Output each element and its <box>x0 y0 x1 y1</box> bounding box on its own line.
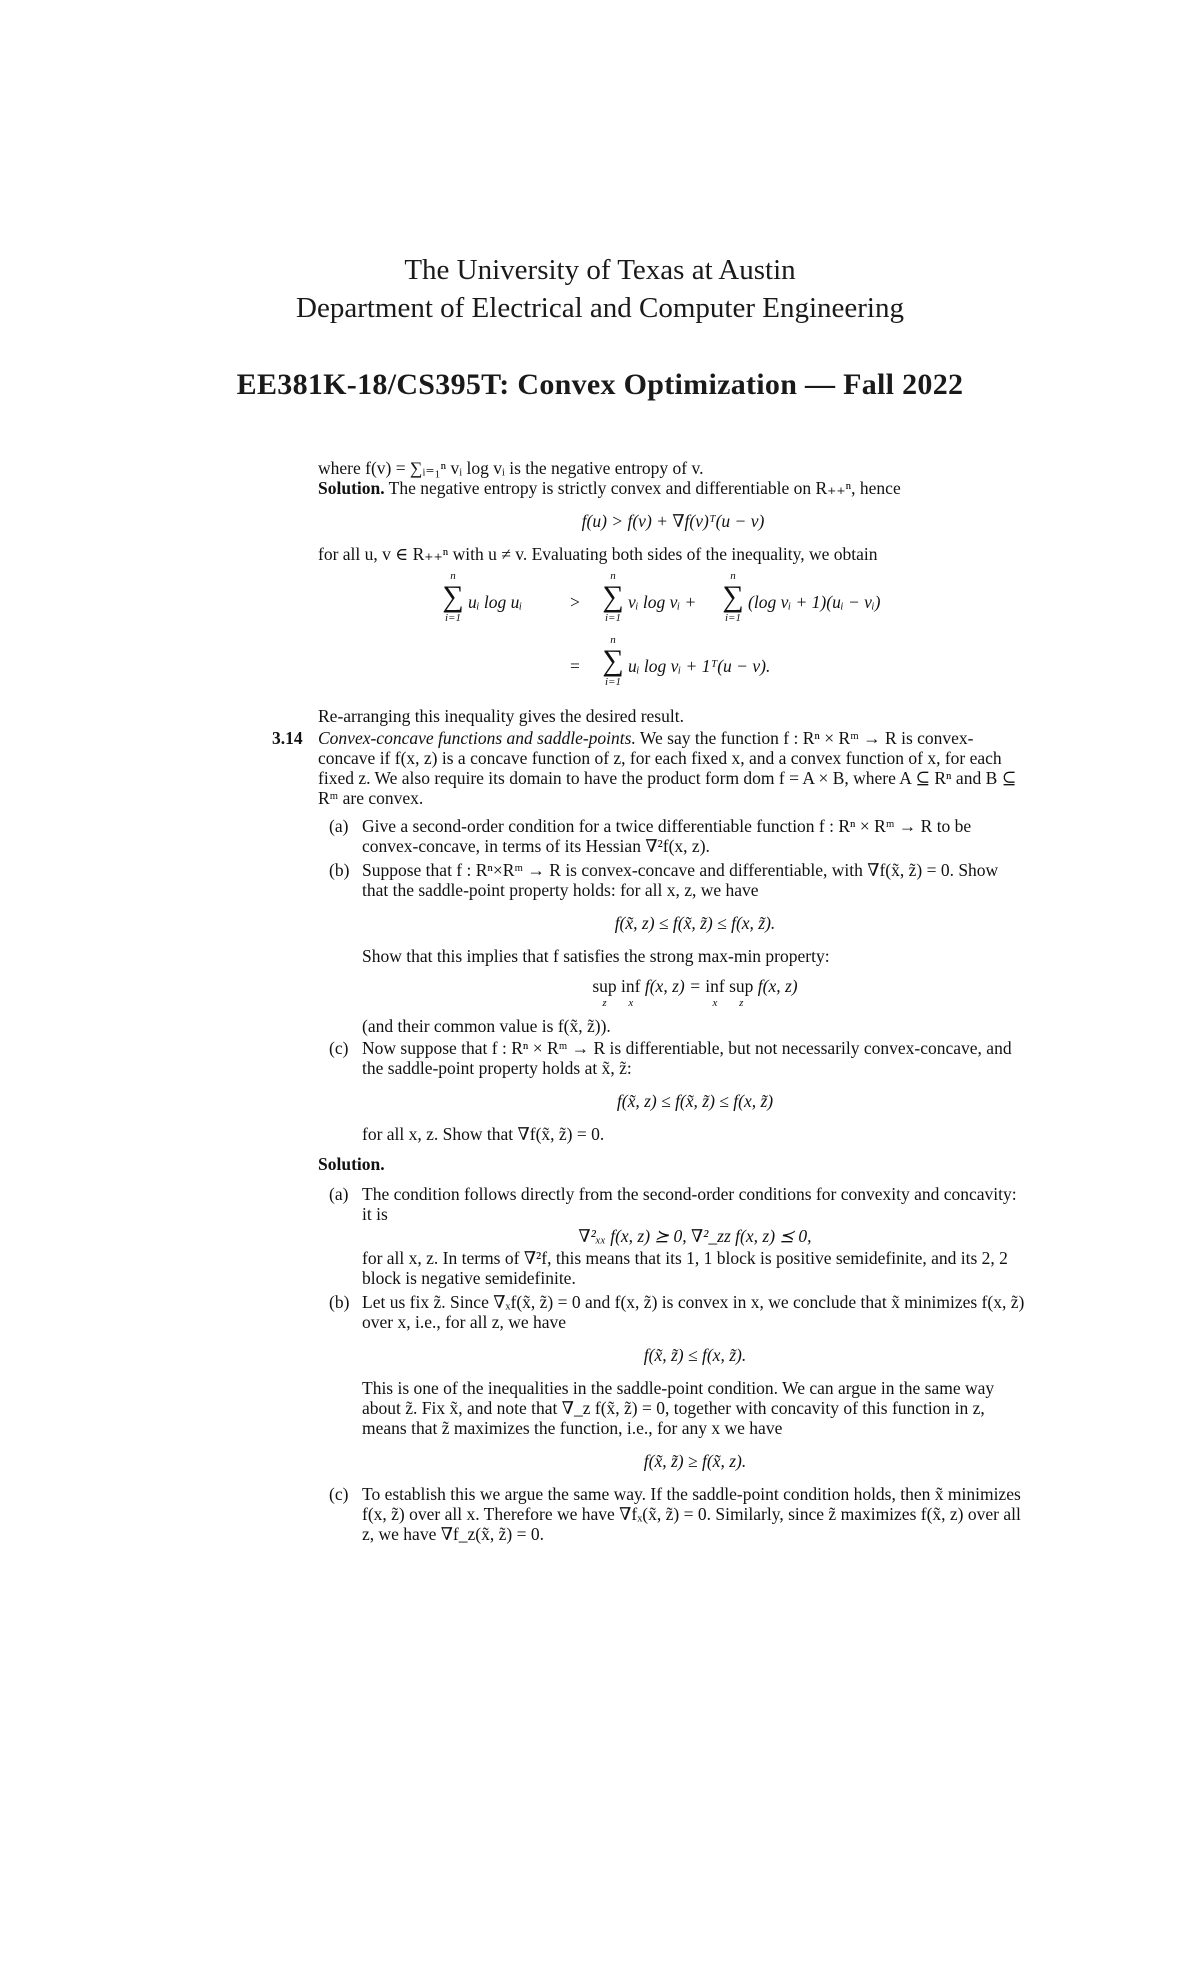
solution-a-text-2: for all x, z. In terms of ∇²f, this means that its 1, 1 block is positive semidefinite, and its 2, 2 block is negative semidefinite. <box>362 1248 1008 1288</box>
solution-a <box>318 1184 1028 1288</box>
saddle-point-inequality-c: f(x̃, z) ≤ f(x̃, z̃) ≤ f(x, z̃) <box>616 1091 774 1111</box>
question-b-text-2: Show that this implies that f satisfies the strong max-min property: <box>362 946 830 966</box>
solution-b-text-2: This is one of the inequalities in the saddle-point condition. We can argue in the same way about z̃. Fix x̃, and note that ∇_z f(x̃, z̃) = 0, together with concavity of this function in z, means that z̃ maximizes the function, i.e., for any x we have <box>362 1378 995 1438</box>
hessian-conditions: ∇²ₓₓ f(x, z) ⪰ 0, ∇²_zz f(x, z) ⪯ 0, <box>578 1226 812 1246</box>
course-title: EE381K-18/CS395T: Convex Optimization — Fall 2022 <box>236 368 964 401</box>
solution-b-label: (b) <box>329 1292 350 1312</box>
solution-a-text-1: The condition follows directly from the second-order conditions for convexity and concavity: it is <box>362 1184 1017 1224</box>
question-c-label: (c) <box>329 1038 349 1058</box>
sum-lower-limit: i=1 <box>725 612 741 624</box>
solution-b-inequality-1: f(x̃, z̃) ≤ f(x, z̃). <box>643 1345 747 1365</box>
inf-subscript: x <box>628 997 634 1009</box>
question-b <box>318 860 1028 1036</box>
solution-b-text-1: Let us fix z̃. Since ∇ₓf(x̃, z̃) = 0 and f(x, z̃) is convex in x, we conclude that x̃ minimizes f(x, z̃) over x, i.e., for all z, we have <box>362 1292 1025 1332</box>
sum-upper-limit: n <box>610 570 616 582</box>
inf-subscript-2: x <box>712 997 718 1009</box>
inf-operator <box>621 976 640 1010</box>
sum-upper-limit: n <box>450 570 456 582</box>
sup-operator-2 <box>729 976 753 1010</box>
question-a-text: Give a second-order condition for a twice differentiable function f : Rⁿ × Rᵐ → R to be convex-concave, in terms of its Hessian ∇²f(x, z). <box>362 816 972 856</box>
sup-subscript-2: z <box>739 997 744 1009</box>
equation-rhs-term-2: (log vᵢ + 1)(uᵢ − vᵢ) <box>748 592 881 612</box>
sum-symbol-r2 <box>720 570 746 624</box>
question-c <box>318 1038 1028 1144</box>
document-body <box>272 458 1028 1544</box>
max-min-rhs: f(x, z) <box>757 976 798 996</box>
sum-lower-limit: i=1 <box>605 612 621 624</box>
max-min-equation <box>362 976 1028 1010</box>
sup-subscript: z <box>602 997 607 1009</box>
sum-symbol-lhs <box>440 570 466 624</box>
question-b-text-3: (and their common value is f(x̃, z̃)). <box>362 1016 611 1036</box>
sigma-icon: ∑ <box>602 580 624 613</box>
question-a-label: (a) <box>329 816 349 836</box>
sup-operator <box>592 976 616 1010</box>
solution-b <box>318 1292 1028 1471</box>
sum-symbol-r3 <box>600 634 626 688</box>
sum-lower-limit: i=1 <box>445 612 461 624</box>
inf-text-2: inf <box>705 976 725 996</box>
equation-eq-sign: = <box>570 656 580 676</box>
question-a <box>318 816 1028 856</box>
sup-text: sup <box>592 976 617 996</box>
problem-text: We say the function f : Rⁿ × Rᵐ → R is convex-concave if f(x, z) is a concave function of z, for each fixed x, and a convex function of x, for each fixed z. We also require its domain to have the product form dom f = A × B, where A ⊆ Rⁿ and B ⊆ Rᵐ are convex. <box>318 728 1017 808</box>
equation-lhs: uᵢ log uᵢ <box>468 592 523 612</box>
question-c-text-1: Now suppose that f : Rⁿ × Rᵐ → R is differentiable, but not necessarily convex-concave, and the saddle-point property holds at x̃, z̃: <box>362 1038 1012 1078</box>
university-name: The University of Texas at Austin <box>404 254 796 286</box>
sum-symbol-r1 <box>600 570 626 624</box>
question-c-text-2: for all x, z. Show that ∇f(x̃, z̃) = 0. <box>362 1124 605 1144</box>
equation-gt-sign: > <box>570 592 580 612</box>
equation-sum-block <box>318 570 1028 696</box>
inf-operator-2 <box>705 976 724 1010</box>
saddle-point-inequality: f(x̃, z) ≤ f(x̃, z̃) ≤ f(x, z̃). <box>614 913 776 933</box>
solution-a-label: (a) <box>329 1184 349 1204</box>
sigma-icon: ∑ <box>442 580 464 613</box>
problem-title: Convex-concave functions and saddle-points. <box>318 728 636 748</box>
paragraph-where: where f(v) = ∑ᵢ₌₁ⁿ vᵢ log vᵢ is the negative entropy of v. <box>318 458 704 478</box>
sup-text-2: sup <box>729 976 754 996</box>
problem-3-14 <box>272 728 1028 808</box>
solution-text: The negative entropy is strictly convex and differentiable on R₊₊ⁿ, hence <box>384 478 901 498</box>
solution-paragraph-1 <box>318 478 1028 498</box>
solution-c-text: To establish this we argue the same way. If the saddle-point condition holds, then x̃ minimizes f(x, z̃) over all x. Therefore we have ∇fₓ(x̃, z̃) = 0. Similarly, since z̃ maximizes f(x̃, z) over all z, we have ∇f_z(x̃, z̃) = 0. <box>362 1484 1021 1544</box>
solution-label: Solution. <box>318 478 385 498</box>
sum-lower-limit: i=1 <box>605 676 621 688</box>
problem-number: 3.14 <box>272 728 303 748</box>
inf-text: inf <box>621 976 641 996</box>
sum-upper-limit: n <box>610 634 616 646</box>
department-name: Department of Electrical and Computer Engineering <box>296 292 904 324</box>
sum-upper-limit: n <box>730 570 736 582</box>
solution-c-label: (c) <box>329 1484 349 1504</box>
sigma-icon: ∑ <box>602 644 624 677</box>
max-min-lhs: f(x, z) = <box>644 976 701 996</box>
equation-rhs-term-3: uᵢ log vᵢ + 1ᵀ(u − v). <box>628 656 771 676</box>
problem-statement <box>318 728 1028 808</box>
paragraph-rearranging: Re-arranging this inequality gives the desired result. <box>318 706 684 726</box>
solution-b-inequality-2: f(x̃, z̃) ≥ f(x̃, z). <box>643 1451 747 1471</box>
equation-rhs-term-1: vᵢ log vᵢ + <box>628 592 697 612</box>
question-b-label: (b) <box>329 860 350 880</box>
sigma-icon: ∑ <box>722 580 744 613</box>
equation-gradient-inequality: f(u) > f(v) + ∇f(v)ᵀ(u − v) <box>581 511 765 531</box>
question-b-text-1: Suppose that f : Rⁿ×Rᵐ → R is convex-concave and differentiable, with ∇f(x̃, z̃) = 0. Show that the saddle-point property holds: for all x, z, we have <box>362 860 999 900</box>
solution-heading: Solution. <box>318 1154 385 1174</box>
solution-c <box>318 1484 1028 1544</box>
paragraph-for-all: for all u, v ∈ R₊₊ⁿ with u ≠ v. Evaluating both sides of the inequality, we obtain <box>318 544 878 564</box>
